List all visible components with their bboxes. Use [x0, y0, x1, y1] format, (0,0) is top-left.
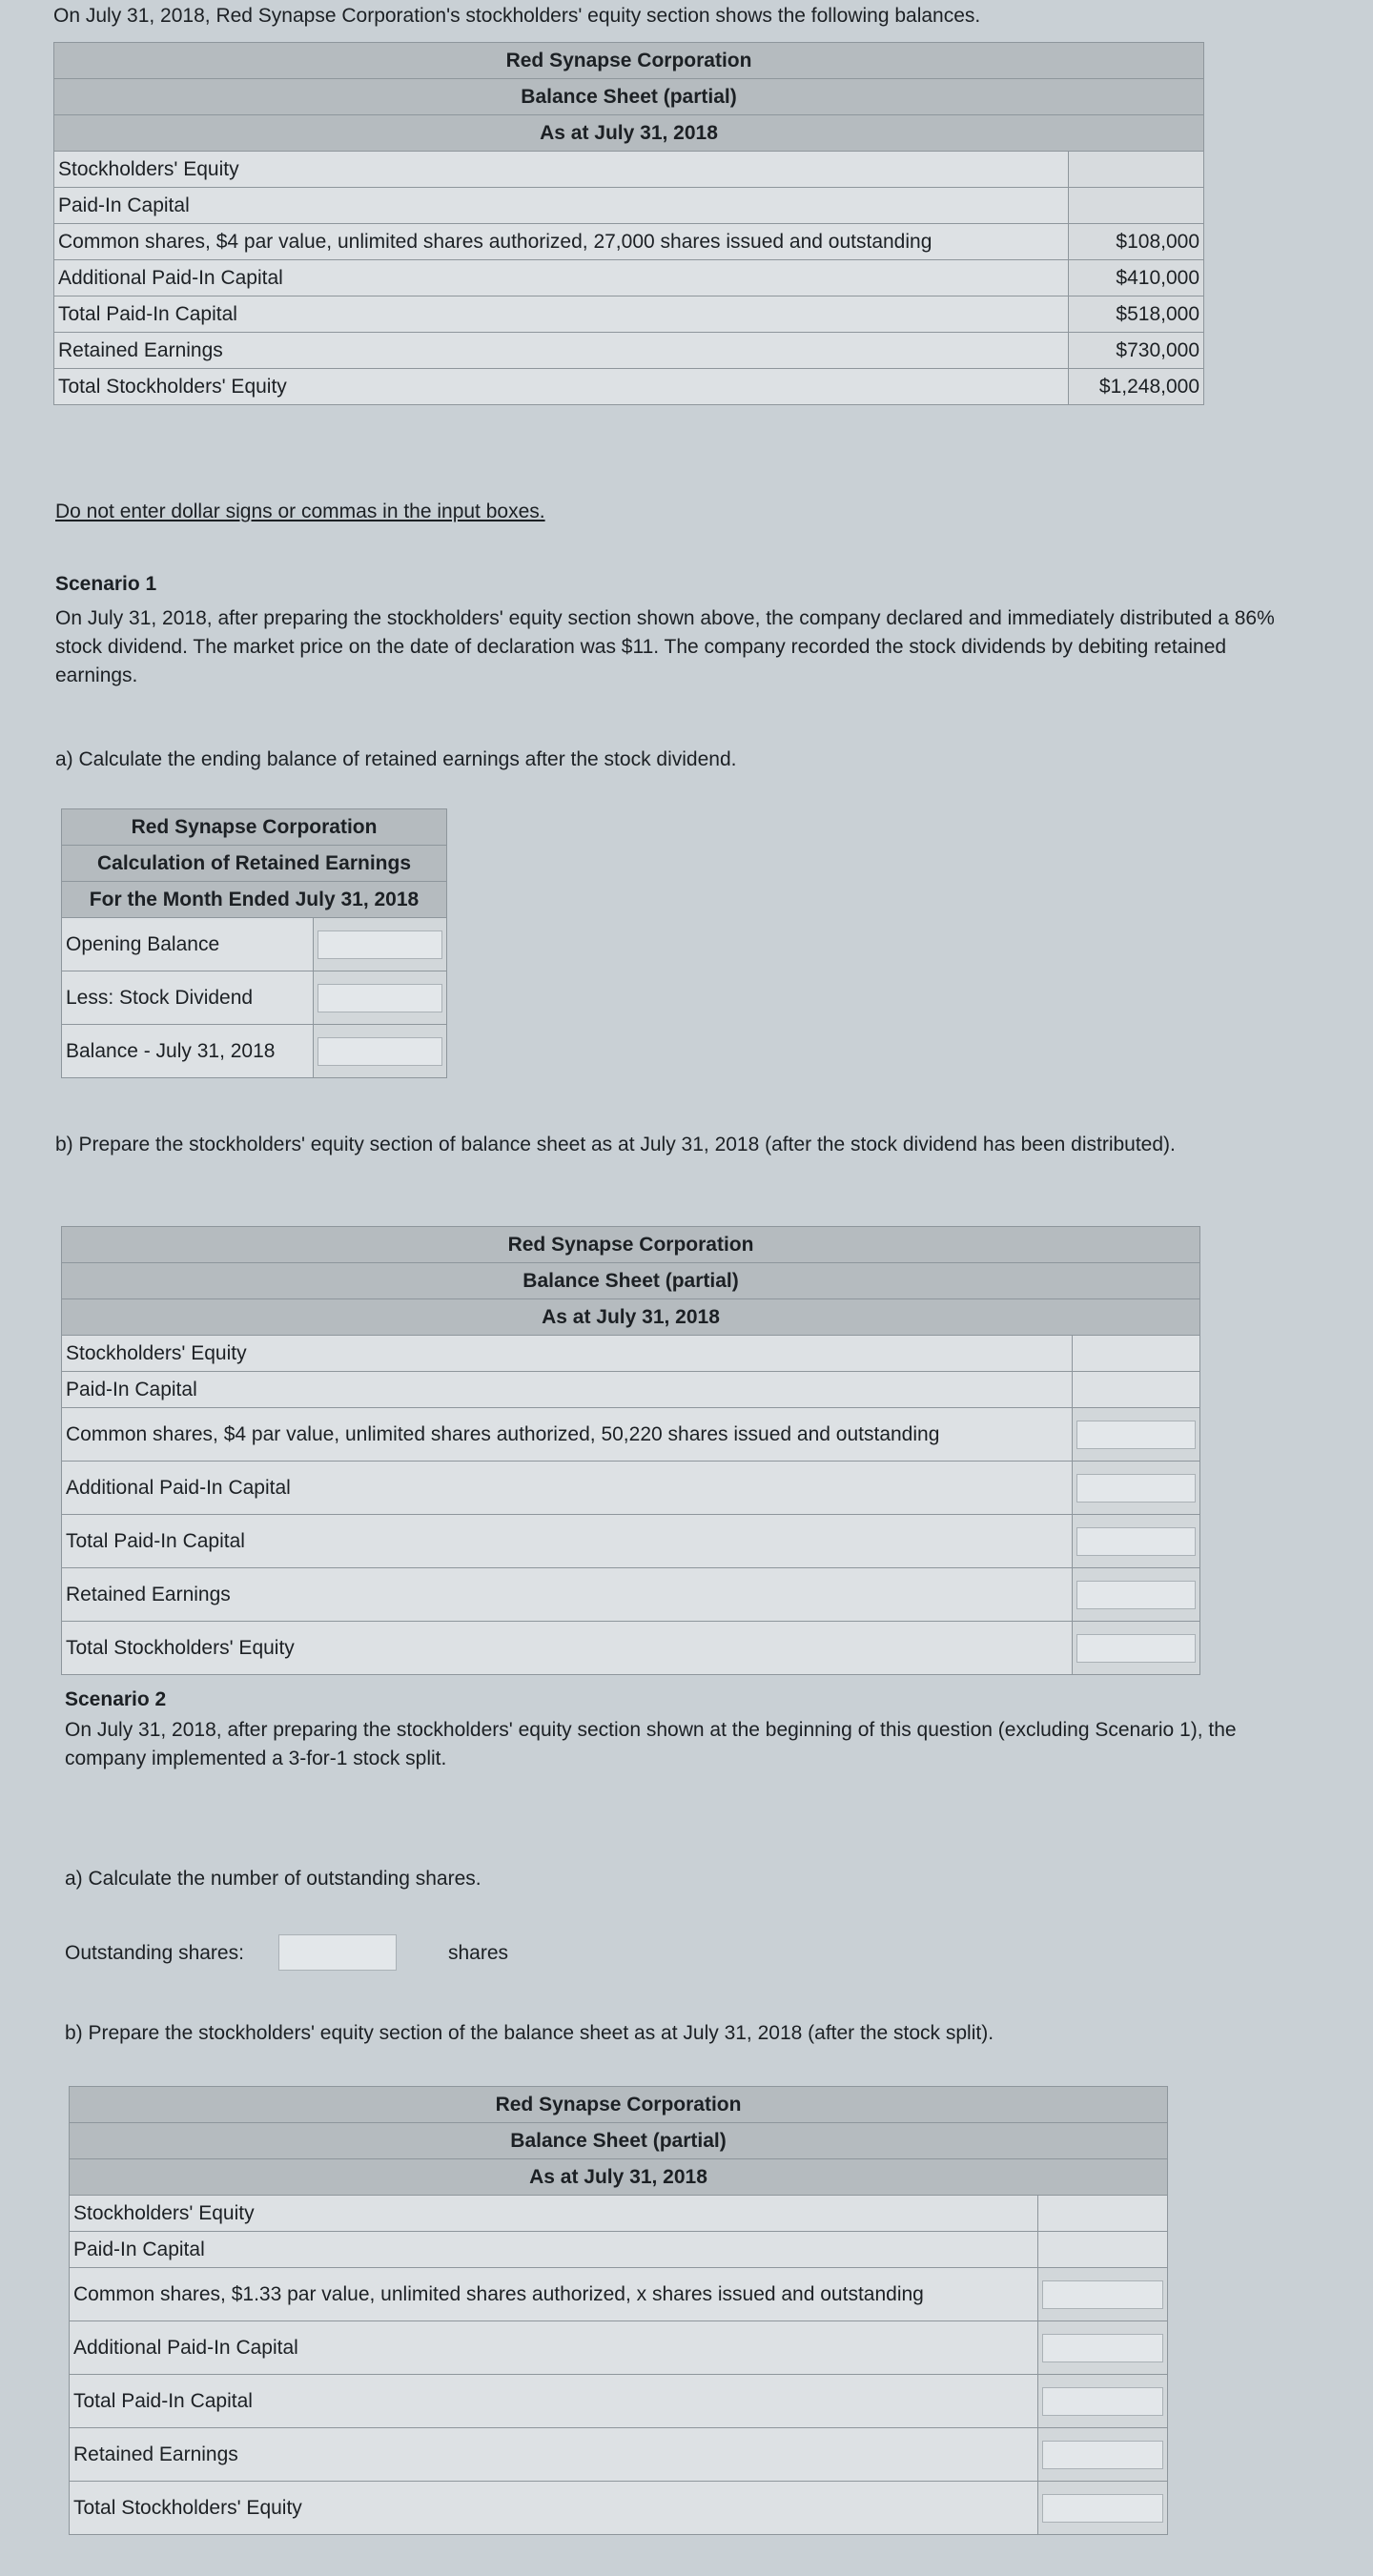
statement-title: Calculation of Retained Earnings — [62, 846, 447, 882]
retained-earnings-table — [61, 808, 447, 1078]
outstanding-shares-unit: shares — [448, 1942, 509, 1964]
table-row: Total Paid-In Capital $518,000 — [54, 296, 1204, 333]
statement-date: As at July 31, 2018 — [54, 115, 1204, 152]
input-note: Do not enter dollar signs or commas in the input boxes. — [55, 501, 545, 522]
statement-title: Balance Sheet (partial) — [62, 1263, 1200, 1299]
scenario-2-part-a: a) Calculate the number of outstanding shares. — [65, 1868, 482, 1890]
retained-earnings-input[interactable] — [1076, 1581, 1196, 1609]
scenario-1-part-a: a) Calculate the ending balance of retained earnings after the stock dividend. — [55, 748, 737, 770]
outstanding-shares-input[interactable] — [278, 1934, 397, 1971]
table-row: Paid-In Capital — [54, 188, 1204, 224]
table-row: Total Paid-In Capital — [62, 1515, 1200, 1568]
company-name: Red Synapse Corporation — [70, 2087, 1168, 2123]
scenario-1-part-b: b) Prepare the stockholders' equity section of balance sheet as at July 31, 2018 (after the stock dividend has been distributed). — [55, 1134, 1176, 1155]
table-row: Balance - July 31, 2018 — [62, 1025, 447, 1078]
stock-dividend-input[interactable] — [318, 984, 442, 1012]
common-shares-input[interactable] — [1076, 1421, 1196, 1449]
opening-balance-input[interactable] — [318, 930, 442, 959]
statement-period: For the Month Ended July 31, 2018 — [62, 882, 447, 918]
scenario-1-text: On July 31, 2018, after preparing the stockholders' equity section shown above, the company declared and immediately distributed a 86% stock dividend. The market price on the date of declaration was $11. The company recorded the stock dividends by debiting retained earnings. — [55, 607, 1275, 686]
company-name: Red Synapse Corporation — [62, 809, 447, 846]
table-row: Total Stockholders' Equity $1,248,000 — [54, 369, 1204, 405]
scenario-2-part-b: b) Prepare the stockholders' equity section of the balance sheet as at July 31, 2018 (after the stock split). — [65, 2022, 994, 2044]
ending-balance-input[interactable] — [318, 1037, 442, 1066]
split-additional-paid-in-input[interactable] — [1042, 2334, 1163, 2362]
table-row: Additional Paid-In Capital — [70, 2321, 1168, 2375]
split-total-paid-in-input[interactable] — [1042, 2387, 1163, 2416]
scenario-2-text: On July 31, 2018, after preparing the stockholders' equity section shown at the beginning of this question (excluding Scenario 1), the company implemented a 3-for-1 stock split. — [65, 1719, 1237, 1769]
additional-paid-in-input[interactable] — [1076, 1474, 1196, 1503]
split-total-equity-input[interactable] — [1042, 2494, 1163, 2523]
table-row: Common shares, $4 par value, unlimited shares authorized, 27,000 shares issued and outstanding $108,000 — [54, 224, 1204, 260]
total-equity-input[interactable] — [1076, 1634, 1196, 1663]
table-row: Opening Balance — [62, 918, 447, 971]
table-row: Additional Paid-In Capital $410,000 — [54, 260, 1204, 296]
intro-text: On July 31, 2018, Red Synapse Corporation's stockholders' equity section shows the following balances. — [53, 5, 981, 27]
statement-title: Balance Sheet (partial) — [70, 2123, 1168, 2159]
table-row: Common shares, $4 par value, unlimited shares authorized, 50,220 shares issued and outstanding — [62, 1408, 1200, 1462]
table-row: Stockholders' Equity — [54, 152, 1204, 188]
company-name: Red Synapse Corporation — [62, 1227, 1200, 1263]
table-row: Paid-In Capital — [62, 1372, 1200, 1408]
split-retained-earnings-input[interactable] — [1042, 2441, 1163, 2469]
scenario-2-heading: Scenario 2 — [65, 1688, 167, 1710]
table-row: Total Paid-In Capital — [70, 2375, 1168, 2428]
table-row: Common shares, $1.33 par value, unlimited shares authorized, x shares issued and outstanding — [70, 2268, 1168, 2321]
table-row: Retained Earnings $730,000 — [54, 333, 1204, 369]
statement-date: As at July 31, 2018 — [62, 1299, 1200, 1336]
table-row: Additional Paid-In Capital — [62, 1462, 1200, 1515]
table-row: Less: Stock Dividend — [62, 971, 447, 1025]
table-row: Retained Earnings — [70, 2428, 1168, 2482]
table-row: Retained Earnings — [62, 1568, 1200, 1622]
statement-date: As at July 31, 2018 — [70, 2159, 1168, 2196]
table-row: Total Stockholders' Equity — [62, 1622, 1200, 1675]
scenario-1-heading: Scenario 1 — [55, 573, 157, 595]
split-common-shares-input[interactable] — [1042, 2280, 1163, 2309]
table-row: Paid-In Capital — [70, 2232, 1168, 2268]
table-row: Total Stockholders' Equity — [70, 2482, 1168, 2535]
statement-title: Balance Sheet (partial) — [54, 79, 1204, 115]
balance-sheet-after-dividend — [61, 1226, 1200, 1675]
balance-sheet-after-split — [69, 2086, 1168, 2535]
total-paid-in-input[interactable] — [1076, 1527, 1196, 1556]
table-row: Stockholders' Equity — [70, 2196, 1168, 2232]
table-row: Stockholders' Equity — [62, 1336, 1200, 1372]
balance-sheet-original — [53, 42, 1204, 405]
company-name: Red Synapse Corporation — [54, 43, 1204, 79]
outstanding-shares-label: Outstanding shares: — [65, 1942, 244, 1964]
